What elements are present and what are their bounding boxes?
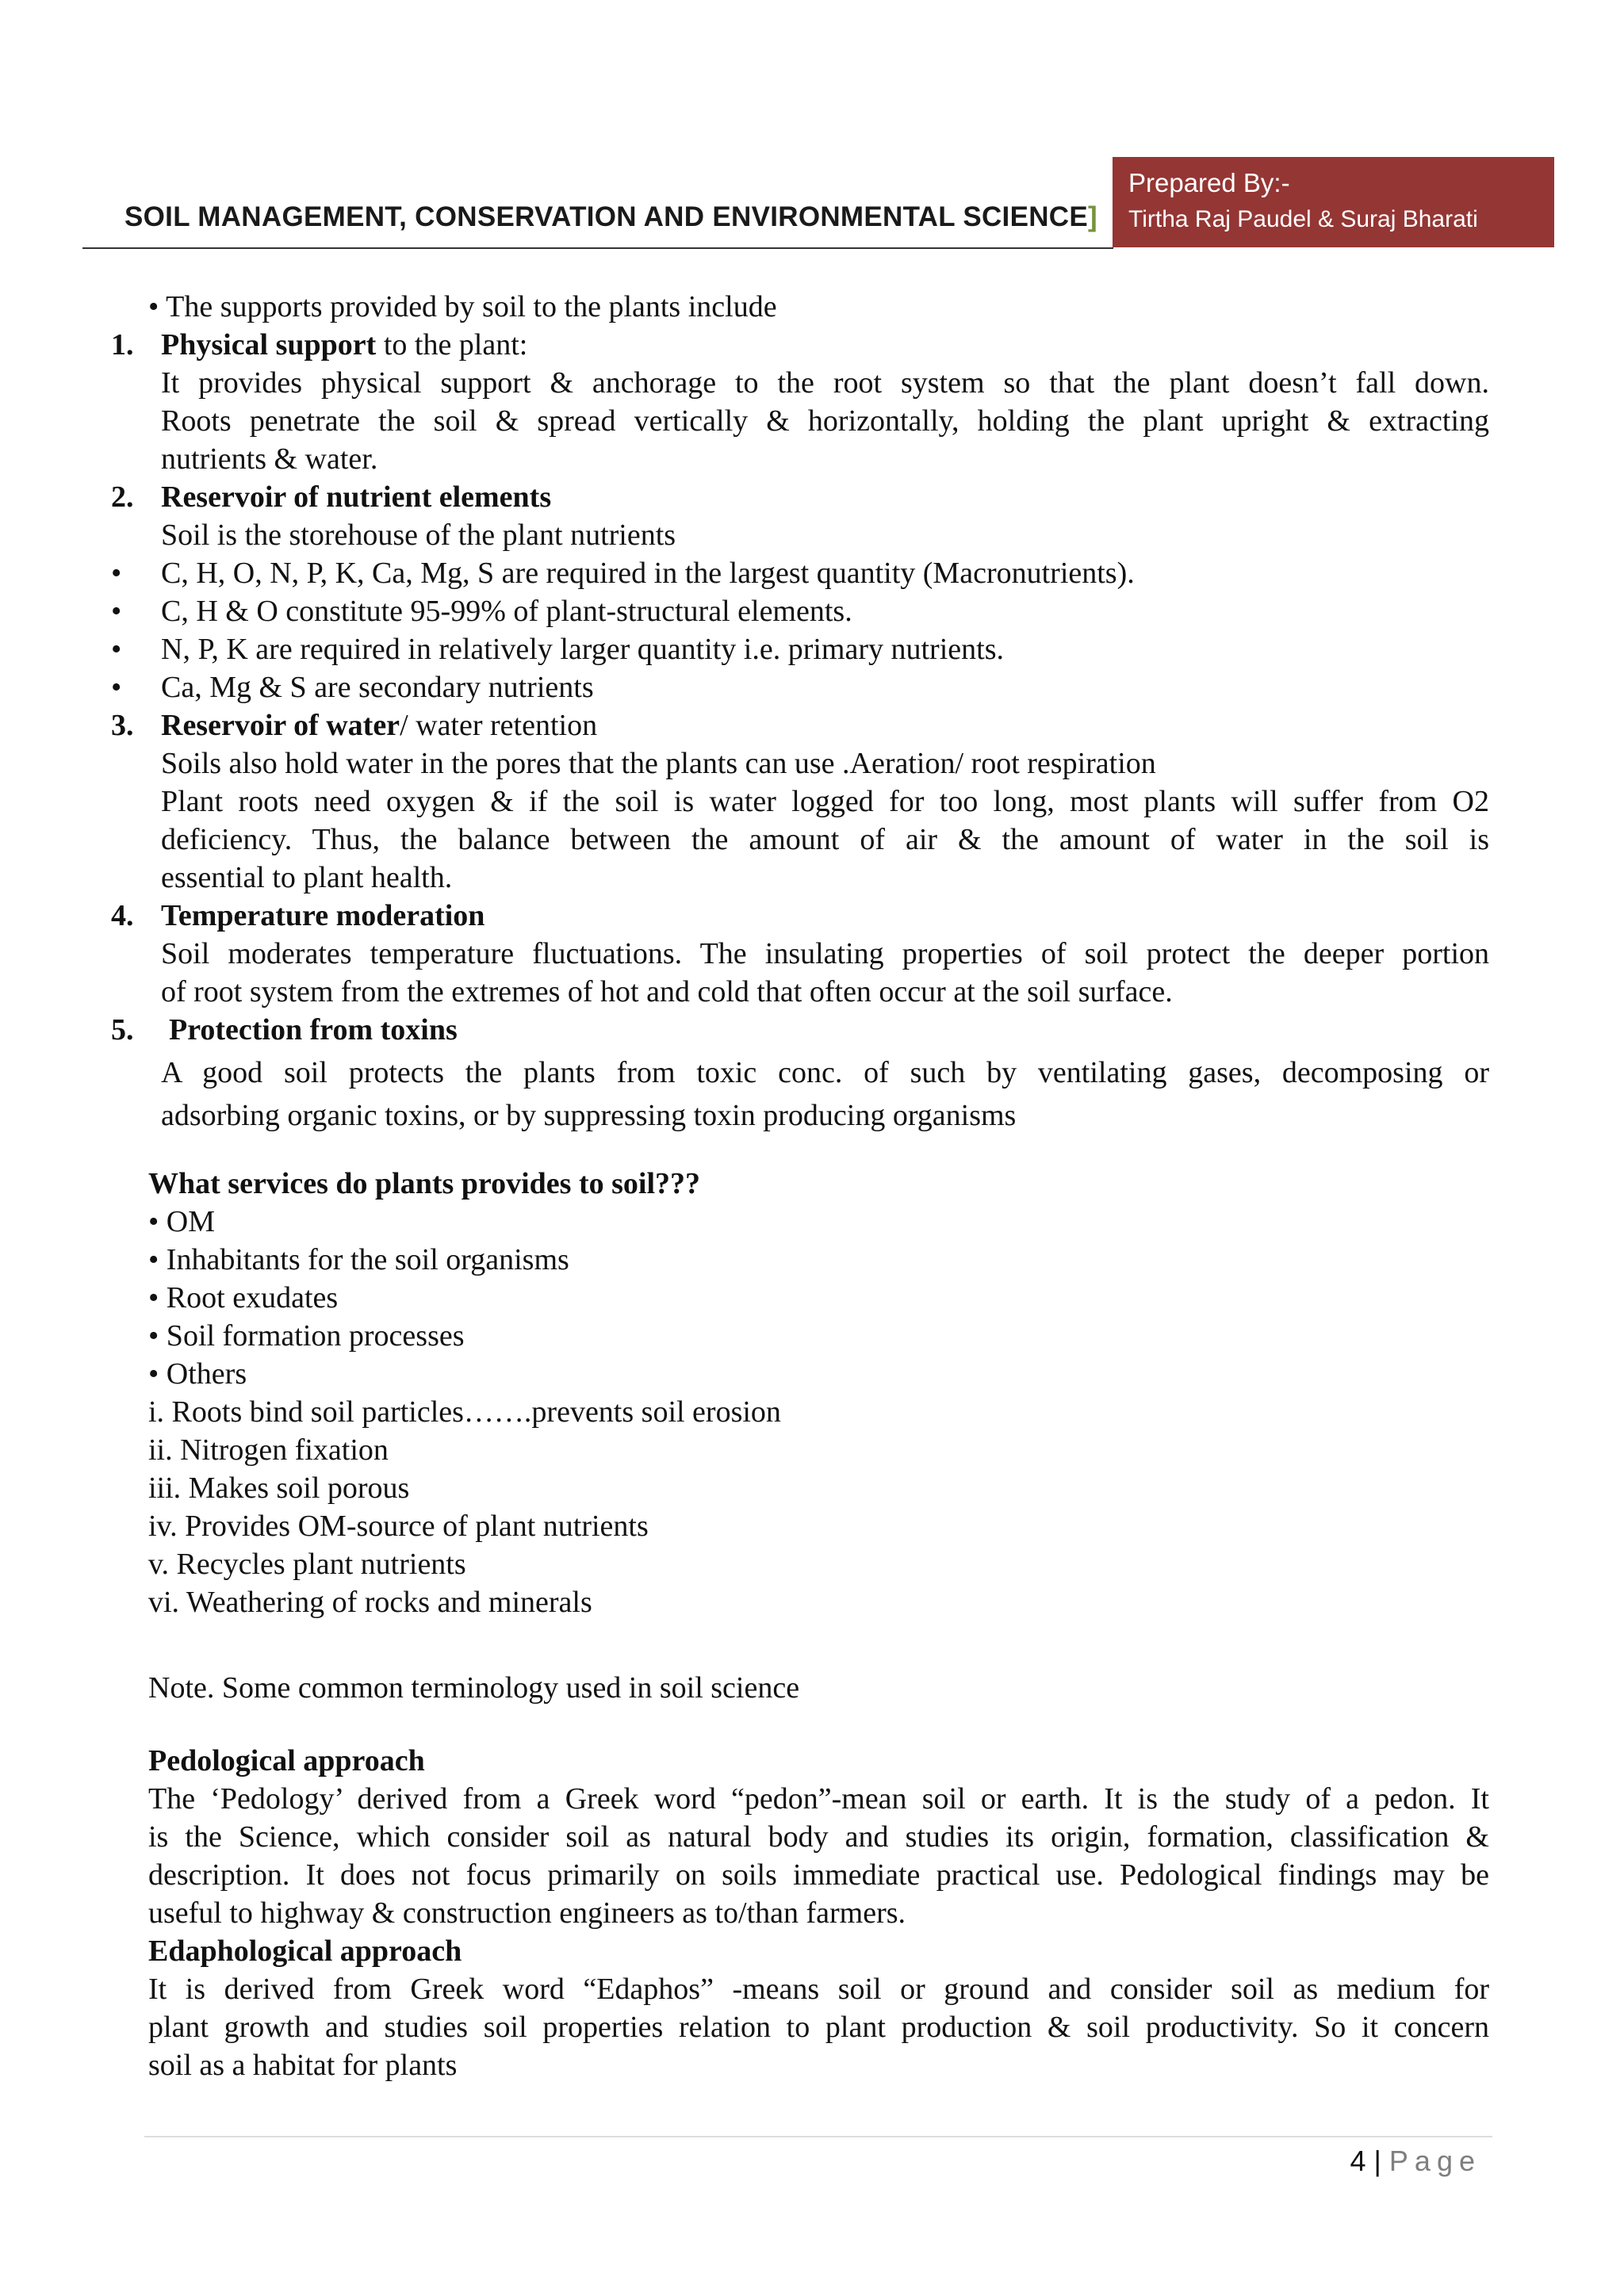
section-5-heading xyxy=(169,1012,458,1048)
section-3-title-rest: / water retention xyxy=(400,709,598,742)
section-5-text-line-2: adsorbing organic toxins, or by suppressing toxin producing organisms xyxy=(161,1099,1017,1132)
section-2-bullet-2: C, H & O constitute 95-99% of plant-structural elements. xyxy=(161,595,852,628)
services-roman-1: i. Roots bind soil particles…….prevents soil erosion xyxy=(148,1395,781,1429)
footer-separator: | xyxy=(1373,2145,1381,2177)
services-heading: What services do plants provides to soil??? xyxy=(148,1167,701,1200)
section-2-text: Soil is the storehouse of the plant nutrients xyxy=(161,519,676,552)
section-5-text-line-1: A good soil protects the plants from toxic conc. of such by ventilating gases, decomposing or xyxy=(161,1056,1489,1089)
services-roman-6: vi. Weathering of rocks and minerals xyxy=(148,1586,592,1619)
section-2-title: Reservoir of nutrient elements xyxy=(161,480,552,514)
intro-line: • The supports provided by soil to the plants include xyxy=(148,290,777,323)
section-3-text-line-2: Plant roots need oxygen & if the soil is water logged for too long, most plants will suffer from O2 xyxy=(161,785,1489,818)
prepared-by-label: Prepared By:- xyxy=(1128,168,1290,197)
section-1-title: Physical support xyxy=(161,328,377,362)
services-roman-5: v. Recycles plant nutrients xyxy=(148,1548,466,1581)
page-number: 4 xyxy=(1350,2145,1366,2177)
services-roman-2: ii. Nitrogen fixation xyxy=(148,1433,389,1467)
section-2-bullet-1: C, H, O, N, P, K, Ca, Mg, S are required in the largest quantity (Macronutrients). xyxy=(161,557,1135,590)
section-1-number: 1. xyxy=(111,328,134,362)
services-item-1: • OM xyxy=(148,1205,216,1238)
page-footer xyxy=(1350,2145,1482,2178)
pedological-line-3: description. It does not focus primarily on soils immediate practical use. Pedological findings may be xyxy=(148,1858,1489,1892)
section-4-text-line-1: Soil moderates temperature fluctuations. The insulating properties of soil protect the deeper portion xyxy=(161,937,1489,970)
pedological-line-2: is the Science, which consider soil as natural body and studies its origin, formation, classification & xyxy=(148,1820,1489,1854)
section-4-text-line-2: of root system from the extremes of hot and cold that often occur at the soil surface. xyxy=(161,975,1173,1008)
section-1-text-line-2: Roots penetrate the soil & spread vertically & horizontally, holding the plant upright & extracting xyxy=(161,404,1489,438)
section-1-text-line-3: nutrients & water. xyxy=(161,442,378,476)
section-2-bullet-4: Ca, Mg & S are secondary nutrients xyxy=(161,671,594,704)
pedological-line-4: useful to highway & construction engineers as to/than farmers. xyxy=(148,1896,906,1930)
pedological-line-1: The ‘Pedology’ derived from a Greek word “pedon”-mean soil or earth. It is the study of a pedon. It xyxy=(148,1782,1489,1816)
section-1-heading xyxy=(161,327,527,363)
section-5-title: Protection from toxins xyxy=(169,1013,458,1047)
section-3-text-line-4: essential to plant health. xyxy=(161,861,453,894)
section-2-heading xyxy=(161,479,551,515)
services-item-2: • Inhabitants for the soil organisms xyxy=(148,1243,569,1276)
bullet-marker: • xyxy=(111,633,122,666)
section-3-heading xyxy=(161,707,597,744)
services-item-5: • Others xyxy=(148,1357,247,1391)
footer-divider xyxy=(144,2136,1492,2137)
services-item-3: • Root exudates xyxy=(148,1281,339,1314)
bullet-marker: • xyxy=(111,671,122,704)
bullet-marker: • xyxy=(111,595,122,628)
section-1-title-rest: to the plant: xyxy=(376,328,528,362)
services-roman-4: iv. Provides OM-source of plant nutrients xyxy=(148,1510,649,1543)
edaphological-line-3: soil as a habitat for plants xyxy=(148,2049,458,2082)
document-header-title xyxy=(124,201,1097,233)
section-3-text-line-3: deficiency. Thus, the balance between the amount of air & the amount of water in the soil is xyxy=(161,823,1489,856)
edaphological-heading: Edaphological approach xyxy=(148,1934,462,1968)
bullet-marker: • xyxy=(111,557,122,590)
note-line: Note. Some common terminology used in soil science xyxy=(148,1671,800,1705)
edaphological-line-1: It is derived from Greek word “Edaphos” -means soil or ground and consider soil as medium for xyxy=(148,1973,1489,2006)
prepared-by-box xyxy=(1113,157,1554,247)
header-divider xyxy=(82,247,1113,249)
authors-text: Tirtha Raj Paudel & Suraj Bharati xyxy=(1128,206,1478,232)
section-4-title: Temperature moderation xyxy=(161,899,485,932)
edaphological-line-2: plant growth and studies soil properties relation to plant production & soil productivity. So it concern xyxy=(148,2011,1489,2044)
section-4-number: 4. xyxy=(111,899,134,932)
section-3-text-line-1: Soils also hold water in the pores that the plants can use .Aeration/ root respiration xyxy=(161,747,1156,780)
page-label: Page xyxy=(1388,2145,1481,2177)
section-3-title: Reservoir of water xyxy=(161,709,400,742)
section-2-number: 2. xyxy=(111,480,134,514)
section-5-number: 5. xyxy=(111,1013,134,1047)
section-4-heading xyxy=(161,897,485,934)
section-3-number: 3. xyxy=(111,709,134,742)
section-2-bullet-3: N, P, K are required in relatively larger quantity i.e. primary nutrients. xyxy=(161,633,1004,666)
services-roman-3: iii. Makes soil porous xyxy=(148,1471,410,1505)
pedological-heading: Pedological approach xyxy=(148,1744,425,1777)
services-item-4: • Soil formation processes xyxy=(148,1319,465,1353)
header-title-text: SOIL MANAGEMENT, CONSERVATION AND ENVIRONMENTAL SCIENCE xyxy=(124,201,1089,232)
header-bracket: ] xyxy=(1088,201,1097,232)
section-1-text-line-1: It provides physical support & anchorage to the root system so that the plant doesn’t fall down. xyxy=(161,366,1489,400)
